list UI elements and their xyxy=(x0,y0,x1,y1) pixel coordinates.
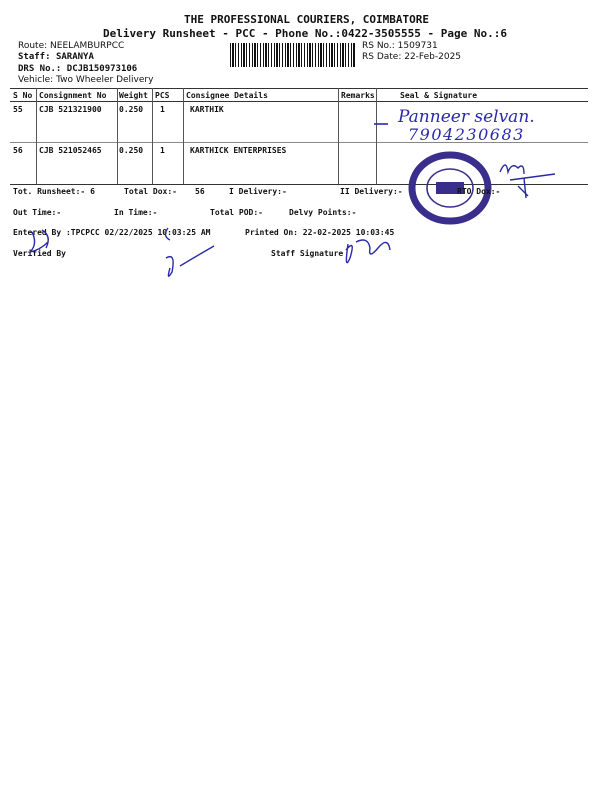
staff-name: SARANYA xyxy=(55,52,94,62)
col-header-pcs: PCS xyxy=(155,91,170,100)
col-header-weight: Weight xyxy=(119,91,148,100)
vehicle-label: Vehicle: Two Wheeler Delivery xyxy=(18,75,154,85)
ii-delivery: II Delivery:- xyxy=(340,187,403,196)
total-dox-label: Total Dox:- xyxy=(124,187,177,196)
col-divider xyxy=(36,88,37,184)
col-header-seal: Seal & Signature xyxy=(400,91,478,100)
col-header-consignee: Consignee Details xyxy=(186,91,268,100)
entered-by-signature xyxy=(30,230,48,252)
handwritten-name: Panneer selvan. xyxy=(398,107,535,127)
in-time: In Time:- xyxy=(114,208,158,217)
col-header-remarks: Remarks xyxy=(341,91,375,100)
staff-signature-scribble xyxy=(346,240,390,263)
col-divider xyxy=(152,88,153,184)
footer-signatures xyxy=(20,222,420,287)
table-row-pcs: 1 xyxy=(160,105,165,114)
table-row-weight: 0.250 xyxy=(119,105,144,114)
tot-runsheet: Tot. Runsheet:- 6 xyxy=(13,187,95,196)
barcode xyxy=(230,43,356,67)
rs-date: RS Date: 22-Feb-2025 xyxy=(362,52,462,62)
signature-scribble xyxy=(500,165,555,196)
printed-on: Printed On: 22-02-2025 10:03:45 xyxy=(245,228,395,237)
col-header-sno: S No xyxy=(13,91,33,100)
staff-field xyxy=(18,52,94,62)
table-top-rule xyxy=(10,88,588,89)
delvy-points: Delvy Points:- xyxy=(289,208,357,217)
drs-label: DRS No.: xyxy=(18,64,62,74)
table-row-weight: 0.250 xyxy=(119,146,144,155)
route-label: Route: NEELAMBURPCC xyxy=(18,41,125,51)
entered-by: Entered By :TPCPCC 02/22/2025 10:03:25 AM xyxy=(13,228,211,237)
col-divider xyxy=(183,88,184,184)
handwritten-phone: 7904230683 xyxy=(408,125,525,144)
i-delivery: I Delivery:- xyxy=(229,187,287,196)
rto-dox: RTO Dox:- xyxy=(457,187,501,196)
rs-number: RS No.: 1509731 xyxy=(362,41,438,51)
col-divider xyxy=(338,88,339,184)
table-row-consignee: KARTHICK ENTERPRISES xyxy=(190,146,287,155)
table-row-sno: 56 xyxy=(13,146,23,155)
table-row-pcs: 1 xyxy=(160,146,165,155)
table-row-consignment: CJB 521052465 xyxy=(39,146,102,155)
company-title: THE PROFESSIONAL COURIERS, COIMBATORE xyxy=(184,13,430,26)
verified-by: Verified By xyxy=(13,249,66,258)
table-row-sno: 55 xyxy=(13,105,23,114)
drs-field xyxy=(18,64,137,74)
out-time: Out Time:- xyxy=(13,208,62,217)
table-row-consignee: KARTHIK xyxy=(190,105,224,114)
table-row-consignment: CJB 521321900 xyxy=(39,105,102,114)
staff-signature-label: Staff Signature xyxy=(271,249,344,258)
runsheet-subtitle: Delivery Runsheet - PCC - Phone No.:0422-3505555 - Page No.:6 xyxy=(103,27,507,40)
total-dox-value: 56 xyxy=(195,187,205,196)
verified-by-signature xyxy=(165,228,214,276)
staff-label: Staff: xyxy=(18,52,51,62)
total-pod: Total POD:- xyxy=(210,208,263,217)
col-divider xyxy=(117,88,118,184)
signature-stroke xyxy=(524,178,526,198)
drs-number: DCJB150973106 xyxy=(66,64,138,74)
col-header-consignment: Consignment No xyxy=(39,91,107,100)
